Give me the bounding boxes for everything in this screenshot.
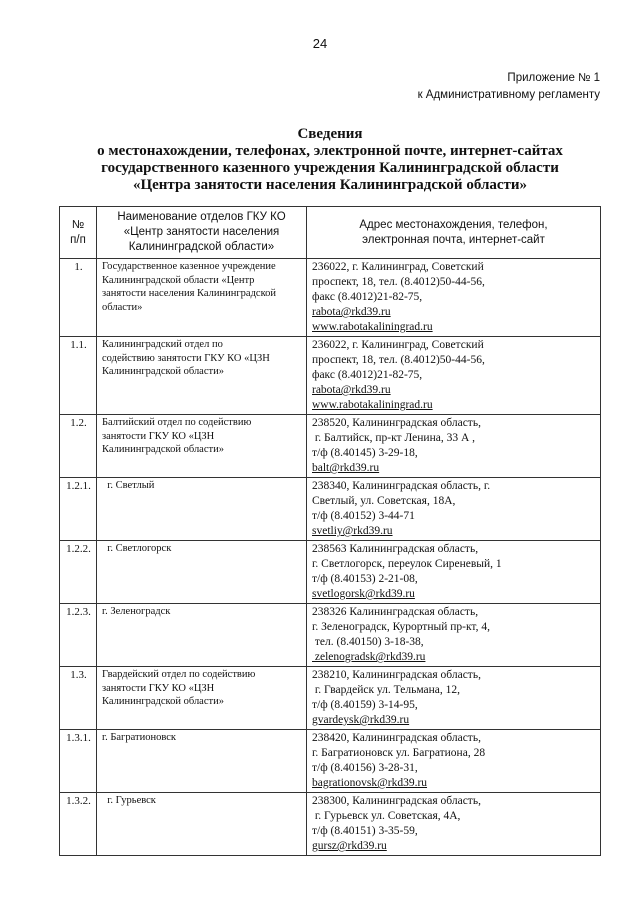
table-row	[60, 604, 601, 667]
address-line: т/ф (8.40151) 3-35-59,	[312, 825, 418, 837]
address-line: проспект, 18, тел. (8.4012)50-44-56,	[312, 354, 485, 366]
row-number: 1.3.2.	[60, 793, 97, 856]
address-line: т/ф (8.40153) 2-21-08,	[312, 573, 418, 585]
department-name	[97, 478, 307, 541]
address-line: т/ф (8.40145) 3-29-18,	[312, 447, 418, 459]
department-name	[97, 415, 307, 478]
address-line: 236022, г. Калининград, Советский	[312, 339, 484, 351]
table-row	[60, 793, 601, 856]
header-number	[60, 207, 97, 259]
header-name-line: «Центр занятости населения	[123, 226, 280, 238]
email-link[interactable]: bagrationovsk@rkd39.ru	[312, 777, 428, 789]
address-line: 238210, Калининградская область,	[312, 669, 481, 681]
header-address-line: Адрес местонахождения, телефон,	[359, 218, 548, 231]
header-name-line: Калининградской области»	[128, 241, 275, 253]
address-line: 238326 Калининградская область,	[312, 606, 479, 618]
table-row	[60, 259, 601, 337]
email-link[interactable]: rabota@rkd39.ru	[312, 384, 391, 396]
address-line: т/ф (8.40156) 3-28-31,	[312, 762, 418, 774]
department-name	[97, 730, 307, 793]
department-name-line: Калининградской области»	[102, 696, 224, 707]
department-name	[97, 259, 307, 337]
title-line-2: о местонахождении, телефонах, электронной почте, интернет-сайтах	[97, 143, 563, 159]
address-contacts	[307, 604, 601, 667]
header-address-line: электронная почта, интернет-сайт	[362, 233, 545, 246]
department-name	[97, 793, 307, 856]
offices-table	[59, 206, 601, 856]
email-line	[312, 650, 596, 665]
header-address	[307, 207, 601, 259]
address-line: Светлый, ул. Советская, 18А,	[312, 495, 456, 507]
department-name-line: Калининградской области»	[102, 444, 224, 455]
email-line	[312, 713, 596, 728]
address-line: г. Гурьевск ул. Советская, 4А,	[312, 810, 461, 822]
table-body	[60, 259, 601, 856]
department-name-line: Калининградской области»	[102, 366, 224, 377]
appendix-line-2: к Административному регламенту	[417, 89, 600, 101]
website-link[interactable]: www.rabotakaliningrad.ru	[312, 399, 433, 411]
email-link[interactable]: svetliy@rkd39.ru	[312, 525, 393, 537]
address-line: 236022, г. Калининград, Советский	[312, 261, 484, 273]
email-link[interactable]: gvardeysk@rkd39.ru	[312, 714, 410, 726]
header-number-line: №	[71, 218, 85, 231]
email-link[interactable]: gursz@rkd39.ru	[312, 840, 387, 852]
address-line: проспект, 18, тел. (8.4012)50-44-56,	[312, 276, 485, 288]
row-number: 1.	[60, 259, 97, 337]
address-line: 238520, Калининградская область,	[312, 417, 481, 429]
department-name-line: содействию занятости ГКУ КО «ЦЗН	[102, 352, 270, 364]
table-row	[60, 667, 601, 730]
row-number: 1.3.1.	[60, 730, 97, 793]
address-contacts	[307, 415, 601, 478]
department-name-line: г. Гурьевск	[102, 795, 156, 806]
address-line: г. Багратионовск ул. Багратиона, 28	[312, 747, 486, 759]
row-number: 1.2.2.	[60, 541, 97, 604]
title-line-1: Сведения	[297, 126, 363, 142]
table-row	[60, 478, 601, 541]
address-line: факс (8.4012)21-82-75,	[312, 291, 423, 303]
address-line: т/ф (8.40152) 3-44-71	[312, 510, 415, 522]
department-name	[97, 667, 307, 730]
address-line: г. Светлогорск, переулок Сиреневый, 1	[312, 558, 502, 570]
address-contacts	[307, 793, 601, 856]
department-name-line: Балтийский отдел по содействию	[102, 417, 252, 428]
address-line: т/ф (8.40159) 3-14-95,	[312, 699, 418, 711]
address-line: 238563 Калининградская область,	[312, 543, 479, 555]
row-number: 1.2.1.	[60, 478, 97, 541]
table-row	[60, 337, 601, 415]
department-name-line: г. Зеленоградск	[102, 606, 171, 617]
address-contacts	[307, 259, 601, 337]
email-link[interactable]: svetlogorsk@rkd39.ru	[312, 588, 415, 600]
website-link[interactable]: www.rabotakaliningrad.ru	[312, 321, 433, 333]
department-name-line: г. Багратионовск	[102, 732, 176, 743]
row-number: 1.1.	[60, 337, 97, 415]
address-contacts	[307, 337, 601, 415]
row-number: 1.3.	[60, 667, 97, 730]
header-department-name	[97, 207, 307, 259]
email-link[interactable]: balt@rkd39.ru	[312, 462, 380, 474]
department-name	[97, 604, 307, 667]
department-name-line: области»	[102, 301, 143, 313]
email-line	[312, 305, 596, 320]
email-link[interactable]: rabota@rkd39.ru	[312, 306, 391, 318]
department-name-line: занятости населения Калининградской	[102, 288, 277, 299]
department-name-line: Гвардейский отдел по содействию	[102, 669, 256, 680]
website-line	[312, 320, 596, 335]
header-name-line: Наименование отделов ГКУ КО	[117, 211, 286, 223]
table-row	[60, 541, 601, 604]
address-contacts	[307, 730, 601, 793]
table-row	[60, 730, 601, 793]
department-name-line: г. Светлогорск	[102, 543, 172, 554]
appendix-note	[418, 70, 600, 104]
email-line	[312, 839, 596, 854]
address-line: факс (8.4012)21-82-75,	[312, 369, 423, 381]
department-name-line: занятости ГКУ КО «ЦЗН	[102, 682, 215, 694]
email-line	[312, 776, 596, 791]
title-line-3: государственного казенного учреждения Калининградской области	[101, 160, 559, 176]
department-name	[97, 337, 307, 415]
appendix-line-1: Приложение № 1	[507, 72, 600, 84]
address-contacts	[307, 478, 601, 541]
table-row	[60, 415, 601, 478]
address-line: 238300, Калининградская область,	[312, 795, 481, 807]
department-name-line: занятости ГКУ КО «ЦЗН	[102, 430, 215, 442]
page-number: 24	[312, 36, 328, 51]
address-contacts	[307, 541, 601, 604]
address-line: 238420, Калининградская область,	[312, 732, 481, 744]
website-line	[312, 398, 596, 413]
header-number-line: п/п	[70, 233, 86, 246]
email-line	[312, 461, 596, 476]
address-line: г. Балтийск, пр-кт Ленина, 33 А ,	[312, 432, 476, 444]
title-line-4: «Центра занятости населения Калининградской области»	[132, 177, 528, 193]
department-name-line: Государственное казенное учреждение	[102, 261, 276, 272]
address-line: г. Гвардейск ул. Тельмана, 12,	[312, 684, 461, 696]
department-name-line: г. Светлый	[102, 480, 155, 491]
address-line: 238340, Калининградская область, г.	[312, 480, 491, 492]
address-contacts	[307, 667, 601, 730]
row-number: 1.2.3.	[60, 604, 97, 667]
email-line	[312, 587, 596, 602]
department-name-line: Калининградский отдел по	[102, 339, 223, 350]
address-line: тел. (8.40150) 3-18-38,	[312, 636, 424, 648]
department-name-line: Калининградской области «Центр	[102, 274, 255, 286]
document-title	[60, 126, 600, 194]
email-link[interactable]: zelenogradsk@rkd39.ru	[312, 651, 426, 663]
department-name	[97, 541, 307, 604]
table-header-row	[60, 207, 601, 259]
row-number: 1.2.	[60, 415, 97, 478]
email-line	[312, 383, 596, 398]
email-line	[312, 524, 596, 539]
address-line: г. Зеленоградск, Курортный пр-кт, 4,	[312, 621, 490, 633]
